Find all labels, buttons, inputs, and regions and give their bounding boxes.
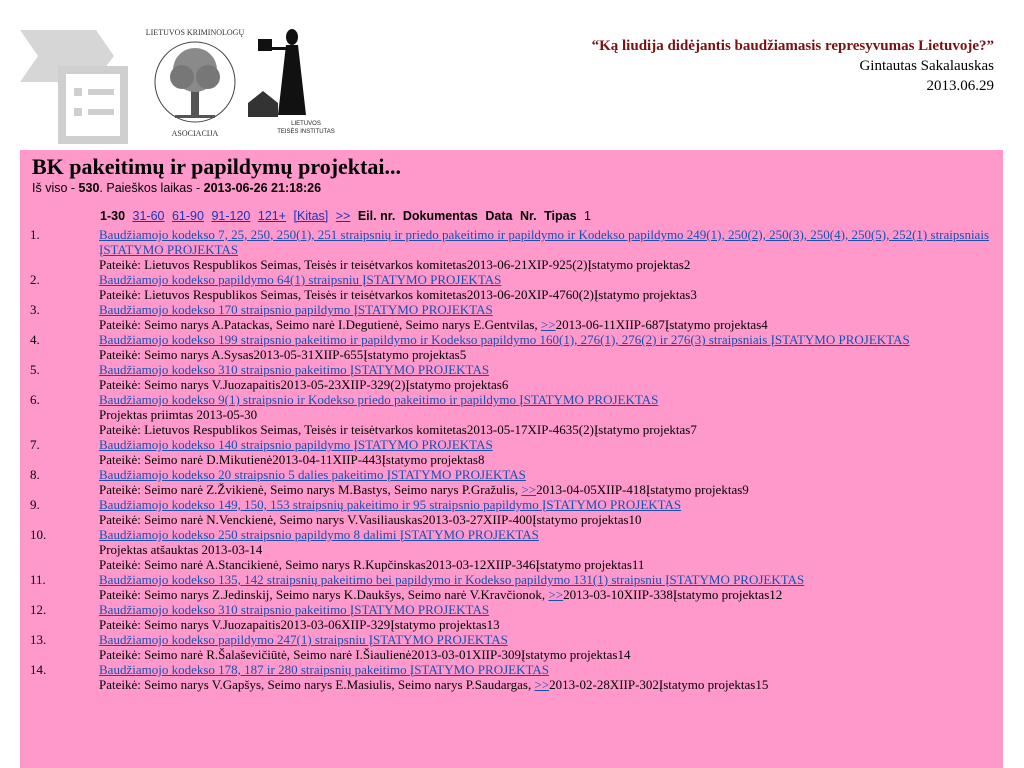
submitter-text: Pateikė: Seimo narys V.Gapšys, Seimo narys E.Masiulis, Seimo narys P.Saudargas, (99, 677, 535, 692)
document-link[interactable]: Baudžiamojo kodekso papildymo 247(1) straipsniu ĮSTATYMO PROJEKTAS (99, 632, 508, 647)
law-institute-logo (246, 25, 342, 140)
column-header-trailing: 1 (584, 209, 591, 223)
item-number: 2. (30, 272, 40, 287)
submitter-text: Pateikė: Seimo narys V.Juozapaitis (99, 377, 281, 392)
document-details: 2013-04-05XIIP-418Įstatymo projektas9 (536, 482, 749, 497)
document-list-icon (18, 28, 130, 146)
document-link[interactable]: Baudžiamojo kodekso 178, 187 ir 280 straipsnių pakeitimo ĮSTATYMO PROJEKTAS (99, 662, 550, 677)
document-link[interactable]: Baudžiamojo kodekso 9(1) straipsnio ir Kodekso priedo pakeitimo ir papildymo ĮSTATYMO PROJEKTAS (99, 392, 659, 407)
submitter-info (99, 347, 995, 362)
total-count: 530 (78, 181, 100, 195)
document-details: 2013-05-31XIIP-655Įstatymo projektas5 (253, 347, 467, 362)
column-header-document: Dokumentas (402, 209, 478, 223)
submitter-text: Pateikė: Seimo narys V.Juozapaitis (99, 617, 281, 632)
item-body (99, 437, 995, 467)
submitter-text: Pateikė: Seimo narė A.Stancikienė, Seimo narys R.Kupčinskas (99, 557, 426, 572)
item-body (99, 362, 995, 392)
item-body (99, 602, 995, 632)
item-body (99, 227, 995, 272)
document-details: 2013-03-06XIIP-329Įstatymo projektas13 (280, 617, 500, 632)
page-link-31-60[interactable]: 31-60 (132, 209, 165, 223)
submitter-text: Pateikė: Seimo narys A.Sysas (99, 347, 254, 362)
document-link[interactable]: Baudžiamojo kodekso 250 straipsnio papildymo 8 dalimi ĮSTATYMO PROJEKTAS (99, 527, 539, 542)
item-body (99, 662, 995, 692)
project-status: Projektas priimtas 2013-05-30 (99, 407, 258, 422)
list-item (30, 572, 995, 602)
criminologist-association-logo (140, 25, 250, 140)
item-number: 3. (30, 302, 40, 317)
item-body (99, 332, 995, 362)
item-number: 12. (30, 602, 47, 617)
pagination-bar (100, 209, 591, 223)
list-item (30, 527, 995, 572)
talk-date: 2013.06.29 (926, 78, 994, 94)
list-item (30, 497, 995, 527)
item-body (99, 467, 995, 497)
document-link[interactable]: Baudžiamojo kodekso 135, 142 straipsnių pakeitimo bei papildymo ir Kodekso papildymo 131(1) straipsniu ĮSTATYMO PROJEKTAS (99, 572, 805, 587)
submitter-info (99, 377, 995, 392)
item-number: 4. (30, 332, 40, 347)
project-status: Projektas atšauktas 2013-03-14 (99, 542, 263, 557)
document-details: 2013-02-28XIIP-302Įstatymo projektas15 (549, 677, 769, 692)
item-body (99, 527, 995, 572)
document-link[interactable]: Baudžiamojo kodekso 310 straipsnio pakeitimo ĮSTATYMO PROJEKTAS (99, 602, 490, 617)
svg-text:TEISĖS INSTITUTAS: TEISĖS INSTITUTAS (277, 129, 335, 135)
submitter-text: Pateikė: Seimo narys A.Patackas, Seimo narė I.Degutienė, Seimo narys E.Gentvilas, (99, 317, 541, 332)
column-header-nr: Nr. (519, 209, 537, 223)
item-body (99, 632, 995, 662)
list-item (30, 362, 995, 392)
item-number: 9. (30, 497, 40, 512)
author-name: Gintautas Sakalauskas (859, 58, 994, 74)
search-results-panel (20, 150, 1003, 768)
column-header-type: Tipas (544, 209, 577, 223)
document-link[interactable]: Baudžiamojo kodekso 199 straipsnio pakeitimo ir papildymo ir Kodekso papildymo 160(1), 276(1), 276(2) ir 276(3) straipsniais ĮSTATYMO PROJEKTAS (99, 332, 910, 347)
item-number: 13. (30, 632, 47, 647)
more-submitters-link[interactable]: >> (548, 587, 564, 602)
talk-title: “Ką liudija didėjantis baudžiamasis represyvumas Lietuvoje?” (591, 38, 994, 54)
list-item (30, 302, 995, 332)
item-number: 7. (30, 437, 40, 452)
submitter-text: Pateikė: Seimo narys Z.Jedinskij, Seimo narys K.Daukšys, Seimo narė V.Kravčionok, (99, 587, 549, 602)
list-item (30, 227, 995, 272)
submitter-text: Pateikė: Lietuvos Respublikos Seimas, Teisės ir teisėtvarkos komitetas (99, 287, 467, 302)
column-header-number: Eil. nr. (357, 209, 396, 223)
item-number: 14. (30, 662, 47, 677)
column-header-date: Data (485, 209, 513, 223)
document-details: 2013-05-23XIIP-329(2)Įstatymo projektas6 (280, 377, 509, 392)
list-item (30, 662, 995, 692)
submitter-info (99, 587, 995, 602)
slide-header (0, 0, 1024, 150)
svg-text:LIETUVOS: LIETUVOS (291, 121, 321, 127)
document-details: 2013-03-12XIIP-346Įstatymo projektas11 (425, 557, 645, 572)
list-item (30, 392, 995, 437)
more-submitters-link[interactable]: >> (540, 317, 556, 332)
results-list (30, 227, 995, 692)
submitter-info (99, 647, 995, 662)
item-number: 8. (30, 467, 40, 482)
document-details: 2013-05-17XIP-4635(2)Įstatymo projektas7 (466, 422, 697, 437)
talk-info (592, 36, 994, 96)
document-link[interactable]: Baudžiamojo kodekso 310 straipsnio pakeitimo ĮSTATYMO PROJEKTAS (99, 362, 490, 377)
item-number: 1. (30, 227, 40, 242)
item-number: 6. (30, 392, 40, 407)
submitter-info (99, 677, 995, 692)
item-number: 10. (30, 527, 47, 542)
submitter-info (99, 617, 995, 632)
document-details: 2013-06-11XIIP-687Įstatymo projektas4 (555, 317, 768, 332)
submitter-text: Pateikė: Seimo narė N.Venckienė, Seimo narys V.Vasiliauskas (99, 512, 423, 527)
document-details: 2013-04-11XIIP-443Įstatymo projektas8 (272, 452, 485, 467)
document-details: 2013-03-27XIIP-400Įstatymo projektas10 (422, 512, 642, 527)
submitter-info (99, 287, 995, 302)
list-item (30, 632, 995, 662)
submitter-info (99, 557, 995, 572)
page-link-121-plus[interactable]: 121+ (257, 209, 287, 223)
document-link[interactable]: Baudžiamojo kodekso 7, 25, 250, 250(1), 251 straipsnių ir priedo pakeitimo ir papildymo ir Kodekso papildymo 249(1), 250(2), 250(3), 250(4), 250(5), 252(1) straipsniais ĮSTATYMO PROJEKTAS (99, 227, 989, 257)
submitter-text: Pateikė: Seimo narė Z.Žvikienė, Seimo narys M.Bastys, Seimo narys P.Gražulis, (99, 482, 522, 497)
submitter-text: Pateikė: Seimo narė D.Mikutienė (99, 452, 273, 467)
list-item (30, 332, 995, 362)
item-number: 5. (30, 362, 40, 377)
document-link[interactable]: Baudžiamojo kodekso 140 straipsnio papildymo ĮSTATYMO PROJEKTAS (99, 437, 493, 452)
document-link[interactable]: Baudžiamojo kodekso 170 straipsnio papildymo ĮSTATYMO PROJEKTAS (99, 302, 493, 317)
item-body (99, 572, 995, 602)
document-link[interactable]: Baudžiamojo kodekso 149, 150, 153 straipsnių pakeitimo ir 95 straipsnio papildymo ĮSTATYMO PROJEKTAS (99, 497, 682, 512)
results-meta: Iš viso - 530. Paieškos laikas - 2013-06-26 21:18:26 (32, 181, 322, 195)
list-item (30, 272, 995, 302)
list-item (30, 602, 995, 632)
svg-text:LIETUVOS KRIMINOLOGŲ: LIETUVOS KRIMINOLOGŲ (145, 28, 245, 37)
document-details: 2013-06-21XIP-925(2)Įstatymo projektas2 (466, 257, 691, 272)
item-body (99, 497, 995, 527)
document-details: 2013-06-20XIP-4760(2)Įstatymo projektas3 (466, 287, 697, 302)
page-link-61-90[interactable]: 61-90 (171, 209, 204, 223)
document-details: 2013-03-01XIIP-309Įstatymo projektas14 (411, 647, 631, 662)
item-body (99, 272, 995, 302)
submitter-info (99, 452, 995, 467)
submitter-info (99, 257, 995, 272)
list-item (30, 467, 995, 497)
document-link[interactable]: Baudžiamojo kodekso papildymo 64(1) straipsniu ĮSTATYMO PROJEKTAS (99, 272, 502, 287)
more-submitters-link[interactable]: >> (534, 677, 550, 692)
search-time: 2013-06-26 21:18:26 (203, 181, 322, 195)
page-title: BK pakeitimų ir papildymų projektai... (32, 154, 401, 179)
document-details: 2013-03-10XIIP-338Įstatymo projektas12 (563, 587, 783, 602)
submitter-info (99, 482, 995, 497)
item-number: 11. (30, 572, 46, 587)
submitter-text: Pateikė: Seimo narė R.Šalaševičiūtė, Seimo narė I.Šiaulienė (99, 647, 412, 662)
item-body (99, 392, 995, 437)
submitter-info (99, 422, 995, 437)
submitter-text: Pateikė: Lietuvos Respublikos Seimas, Teisės ir teisėtvarkos komitetas (99, 422, 467, 437)
submitter-info (99, 512, 995, 527)
item-body (99, 302, 995, 332)
submitter-text: Pateikė: Lietuvos Respublikos Seimas, Teisės ir teisėtvarkos komitetas (99, 257, 467, 272)
document-link[interactable]: Baudžiamojo kodekso 20 straipsnio 5 dalies pakeitimo ĮSTATYMO PROJEKTAS (99, 467, 526, 482)
next-page-link[interactable]: [Kitas] (293, 209, 329, 223)
list-item (30, 437, 995, 467)
last-page-link[interactable]: >> (335, 209, 351, 223)
current-range: 1-30 (100, 209, 126, 223)
page-link-91-120[interactable]: 91-120 (211, 209, 251, 223)
more-submitters-link[interactable]: >> (521, 482, 537, 497)
submitter-info (99, 317, 995, 332)
svg-text:ASOCIACIJA: ASOCIACIJA (171, 129, 219, 138)
